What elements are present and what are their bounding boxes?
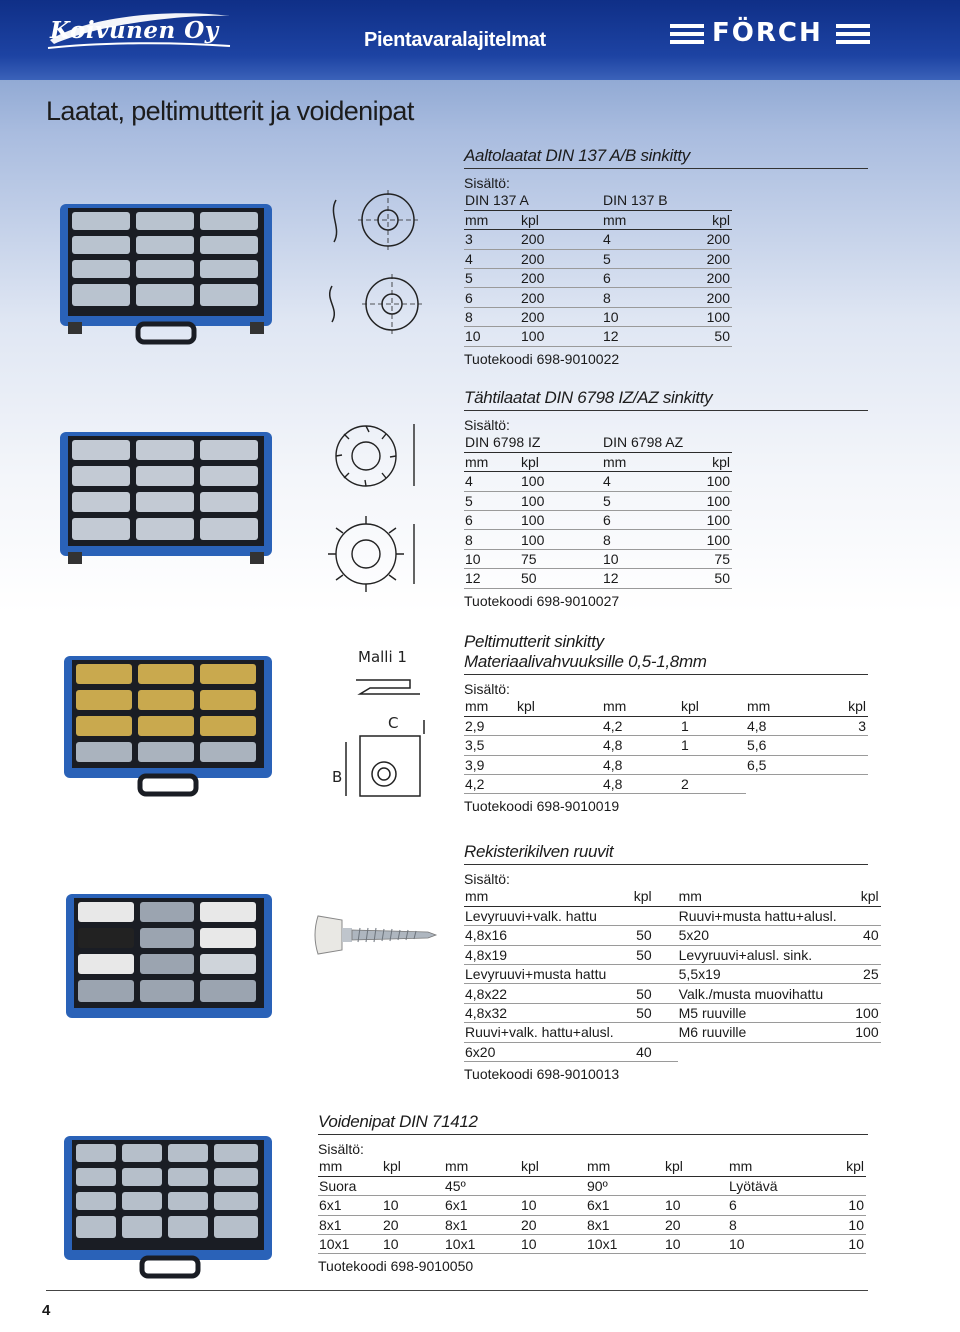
table-row <box>464 926 881 945</box>
cell: 2 <box>680 775 746 794</box>
cell: 2,9 <box>464 716 516 735</box>
cell: 10 <box>602 549 678 568</box>
cell: 50 <box>678 327 732 346</box>
cell: 200 <box>520 230 602 249</box>
cell: 8 <box>464 307 520 326</box>
cell: 8 <box>728 1215 812 1234</box>
cell <box>812 1176 866 1195</box>
cell: 100 <box>520 491 602 510</box>
cell: 200 <box>520 249 602 268</box>
cell: 40 <box>614 1042 678 1061</box>
cell: 10 <box>812 1196 866 1215</box>
col-header-kpl: kpl <box>382 1157 444 1176</box>
cell <box>382 1176 444 1195</box>
col-header-kpl: kpl <box>812 1157 866 1176</box>
cell: 12 <box>602 327 678 346</box>
cell: 4,8 <box>602 775 680 794</box>
spec-table <box>318 1157 866 1254</box>
cell: 10x1 <box>444 1235 520 1254</box>
cell: 10 <box>382 1196 444 1215</box>
cell: 8x1 <box>318 1215 382 1234</box>
cell: 200 <box>678 269 732 288</box>
cell: 6 <box>728 1196 812 1215</box>
cell <box>826 736 868 755</box>
table-row <box>464 906 881 925</box>
contents-label: Sisältö: <box>318 1141 364 1157</box>
group-label: DIN 137 A <box>464 191 602 210</box>
cell <box>614 906 678 925</box>
col-header-kpl: kpl <box>614 887 678 906</box>
case-photo-peltimutterit <box>62 652 274 800</box>
cell: 200 <box>520 269 602 288</box>
cell: 4,8 <box>602 736 680 755</box>
table-row <box>464 716 868 735</box>
cell: 12 <box>602 569 678 588</box>
cell: Lyötävä <box>728 1176 812 1195</box>
col-header-mm: mm <box>602 697 680 716</box>
product-code: Tuotekoodi 698-9010013 <box>464 1066 620 1083</box>
cell: 200 <box>678 249 732 268</box>
cell: M5 ruuville <box>678 1003 837 1022</box>
group-label: DIN 137 B <box>602 191 732 210</box>
table-row <box>318 1235 866 1254</box>
col-header-kpl: kpl <box>837 887 881 906</box>
table-row <box>464 1023 881 1042</box>
table-row <box>464 965 881 984</box>
col-header-kpl: kpl <box>520 210 602 229</box>
table-row <box>464 569 732 588</box>
case-photo-tahtilaatat <box>58 428 274 578</box>
cell: 5 <box>602 491 678 510</box>
cell: 10x1 <box>318 1235 382 1254</box>
cell: 4,2 <box>464 775 516 794</box>
company-name: Koivunen Oy <box>50 17 219 44</box>
cell: 75 <box>520 549 602 568</box>
cell: 75 <box>678 549 732 568</box>
cell: 4,8x32 <box>464 1003 614 1022</box>
cell: 1 <box>680 736 746 755</box>
cell: 90º <box>586 1176 664 1195</box>
cell: 50 <box>520 569 602 588</box>
cell <box>746 775 826 794</box>
cell: 10x1 <box>586 1235 664 1254</box>
page-number: 4 <box>42 1302 51 1319</box>
table-row <box>464 736 868 755</box>
table-row <box>464 1003 881 1022</box>
table-row <box>464 549 732 568</box>
cell: 100 <box>520 530 602 549</box>
cell: 4,2 <box>602 716 680 735</box>
cell: 100 <box>678 472 732 491</box>
section-title: Rekisterikilven ruuvit <box>464 842 868 865</box>
cell: Suora <box>318 1176 382 1195</box>
cell <box>614 1023 678 1042</box>
cell <box>837 945 881 964</box>
cell: 10 <box>812 1215 866 1234</box>
col-header-mm: mm <box>318 1157 382 1176</box>
cell <box>516 755 602 774</box>
cell: 50 <box>614 926 678 945</box>
cell: 100 <box>678 530 732 549</box>
cell: 6x1 <box>586 1196 664 1215</box>
table-row <box>464 984 881 1003</box>
spec-table <box>464 697 868 794</box>
col-header-kpl: kpl <box>678 210 732 229</box>
cell: 100 <box>520 511 602 530</box>
cell: 10 <box>520 1235 586 1254</box>
cell: 5 <box>602 249 678 268</box>
cell: Levyruuvi+valk. hattu <box>464 906 614 925</box>
cell: 5,5x19 <box>678 965 837 984</box>
cell: 4,8 <box>746 716 826 735</box>
cell: 6 <box>464 511 520 530</box>
drawing-label-c: C <box>388 714 399 732</box>
col-header-kpl: kpl <box>516 697 602 716</box>
cell <box>516 716 602 735</box>
spec-table <box>464 887 881 1062</box>
col-header-mm: mm <box>464 210 520 229</box>
col-header-mm: mm <box>586 1157 664 1176</box>
cell: 8 <box>602 530 678 549</box>
cell: 3,9 <box>464 755 516 774</box>
cell: 4 <box>464 249 520 268</box>
table-row <box>464 307 732 326</box>
cell: 25 <box>837 965 881 984</box>
cell: Levyruuvi+musta hattu <box>464 965 614 984</box>
cell: 10 <box>520 1196 586 1215</box>
cell: 10 <box>728 1235 812 1254</box>
product-code: Tuotekoodi 698-9010022 <box>464 350 620 367</box>
col-header-kpl: kpl <box>826 697 868 716</box>
cell: 10 <box>812 1235 866 1254</box>
cell: 5x20 <box>678 926 837 945</box>
cell <box>614 965 678 984</box>
col-header-kpl: kpl <box>678 452 732 471</box>
contents-label: Sisältö: <box>464 681 510 697</box>
table-row <box>464 491 732 510</box>
cell <box>826 775 868 794</box>
contents-label: Sisältö: <box>464 175 510 191</box>
table-row <box>464 249 732 268</box>
case-photo-voidenipat <box>62 1132 274 1282</box>
cell: 20 <box>520 1215 586 1234</box>
spec-table <box>464 191 732 347</box>
cell: 4,8x19 <box>464 945 614 964</box>
col-header-mm: mm <box>464 452 520 471</box>
cell: 50 <box>614 945 678 964</box>
cell: 3,5 <box>464 736 516 755</box>
product-code: Tuotekoodi 698-9010027 <box>464 592 620 609</box>
section-rekisterikilven <box>464 842 881 1082</box>
product-code: Tuotekoodi 698-9010019 <box>464 798 620 815</box>
table-row <box>464 511 732 530</box>
col-header-mm: mm <box>728 1157 812 1176</box>
cell: 4,8x22 <box>464 984 614 1003</box>
cell: 8x1 <box>444 1215 520 1234</box>
wave-washer-drawing <box>322 184 422 344</box>
section-tahtilaatat <box>464 388 868 609</box>
brand-name: FÖRCH <box>712 18 823 48</box>
page-title: Laatat, peltimutterit ja voidenipat <box>46 96 414 126</box>
col-header-mm: mm <box>602 210 678 229</box>
license-plate-screw-drawing <box>312 910 438 960</box>
cell: 5,6 <box>746 736 826 755</box>
section-title: Aaltolaatat DIN 137 A/B sinkitty <box>464 146 868 169</box>
cell: 20 <box>382 1215 444 1234</box>
contents-label: Sisältö: <box>464 871 510 887</box>
cell: 12 <box>464 569 520 588</box>
contents-label: Sisältö: <box>464 417 510 433</box>
cell: 8 <box>464 530 520 549</box>
header-title: Pientavaralajitelmat <box>364 29 546 51</box>
section-title: Tähtilaatat DIN 6798 IZ/AZ sinkitty <box>464 388 868 411</box>
table-row <box>464 288 732 307</box>
product-code: Tuotekoodi 698-9010050 <box>318 1258 474 1275</box>
cell: 10 <box>464 549 520 568</box>
cell: M6 ruuville <box>678 1023 837 1042</box>
table-row <box>464 327 732 346</box>
cell: 5 <box>464 269 520 288</box>
col-header-kpl: kpl <box>664 1157 728 1176</box>
cell: 8x1 <box>586 1215 664 1234</box>
table-row <box>464 472 732 491</box>
cell: 5 <box>464 491 520 510</box>
cell: 50 <box>614 1003 678 1022</box>
page-header <box>0 0 960 80</box>
clip-nut-drawing <box>330 640 442 816</box>
cell <box>516 775 602 794</box>
cell: 100 <box>837 1003 881 1022</box>
cell: 6 <box>464 288 520 307</box>
cell <box>516 736 602 755</box>
cell: Valk./musta muovihattu <box>678 984 837 1003</box>
cell: 6,5 <box>746 755 826 774</box>
cell <box>826 755 868 774</box>
cell: 4 <box>464 472 520 491</box>
cell: 50 <box>614 984 678 1003</box>
cell <box>837 906 881 925</box>
col-header-mm: mm <box>678 887 837 906</box>
col-header-mm: mm <box>746 697 826 716</box>
cell: Ruuvi+valk. hattu+alusl. <box>465 1024 614 1041</box>
cell: 10 <box>464 327 520 346</box>
col-header-kpl: kpl <box>520 1157 586 1176</box>
cell <box>678 1042 837 1061</box>
table-row <box>464 230 732 249</box>
table-row <box>464 945 881 964</box>
cell: 3 <box>464 230 520 249</box>
cell: 100 <box>678 307 732 326</box>
col-header-kpl: kpl <box>680 697 746 716</box>
cell: 6 <box>602 269 678 288</box>
col-header-mm: mm <box>444 1157 520 1176</box>
cell: 100 <box>678 511 732 530</box>
cell: 100 <box>520 472 602 491</box>
cell <box>837 984 881 1003</box>
cell: 200 <box>520 307 602 326</box>
section-subtitle: Materiaalivahvuuksille 0,5-1,8mm <box>464 652 868 675</box>
table-row <box>318 1176 866 1195</box>
table-row <box>318 1196 866 1215</box>
cell: Ruuvi+musta hattu+alusl. <box>678 908 837 925</box>
cell: 10 <box>382 1235 444 1254</box>
cell: 10 <box>664 1235 728 1254</box>
cell: 100 <box>520 327 602 346</box>
cell: 1 <box>680 716 746 735</box>
cell: 6x20 <box>464 1042 614 1061</box>
star-washer-drawing <box>326 416 426 592</box>
drawing-label-b: B <box>332 768 343 786</box>
cell: 20 <box>664 1215 728 1234</box>
cell: 10 <box>602 307 678 326</box>
cell: 4 <box>602 230 678 249</box>
table-row <box>464 530 732 549</box>
col-header-kpl: kpl <box>520 452 602 471</box>
cell <box>520 1176 586 1195</box>
cell: 8 <box>602 288 678 307</box>
col-header-mm: mm <box>464 697 516 716</box>
table-row <box>464 755 868 774</box>
section-title: Peltimutterit sinkitty <box>464 632 604 651</box>
section-aaltolaatat <box>464 146 868 367</box>
col-header-mm: mm <box>602 452 678 471</box>
cell: 40 <box>837 926 881 945</box>
cell <box>837 1042 881 1061</box>
case-photo-rekisterikilven <box>64 890 274 1040</box>
cell: 3 <box>826 716 868 735</box>
section-voidenipat <box>318 1112 868 1274</box>
group-label: DIN 6798 IZ <box>464 433 602 452</box>
cell <box>664 1176 728 1195</box>
footer-divider <box>46 1290 868 1291</box>
cell: 45º <box>444 1176 520 1195</box>
cell: 10 <box>664 1196 728 1215</box>
cell: 6 <box>602 511 678 530</box>
group-label: DIN 6798 AZ <box>602 433 732 452</box>
section-title: Voidenipat DIN 71412 <box>318 1112 868 1135</box>
cell: 4 <box>602 472 678 491</box>
cell: 50 <box>678 569 732 588</box>
cell: 4,8x16 <box>464 926 614 945</box>
col-header-mm: mm <box>464 887 614 906</box>
table-row <box>464 269 732 288</box>
table-row <box>464 775 868 794</box>
cell: 100 <box>678 491 732 510</box>
case-photo-aaltolaatat <box>58 200 274 348</box>
section-peltimutterit <box>464 632 868 814</box>
table-row <box>464 1042 881 1061</box>
spec-table <box>464 433 732 589</box>
cell: Levyruuvi+alusl. sink. <box>678 945 837 964</box>
cell: 100 <box>837 1023 881 1042</box>
cell: 200 <box>678 288 732 307</box>
cell: 6x1 <box>318 1196 382 1215</box>
cell: 4,8 <box>602 755 680 774</box>
drawing-label-malli: Malli 1 <box>358 648 407 666</box>
cell <box>680 755 746 774</box>
table-row <box>318 1215 866 1234</box>
cell: 200 <box>520 288 602 307</box>
cell: 200 <box>678 230 732 249</box>
cell: 6x1 <box>444 1196 520 1215</box>
